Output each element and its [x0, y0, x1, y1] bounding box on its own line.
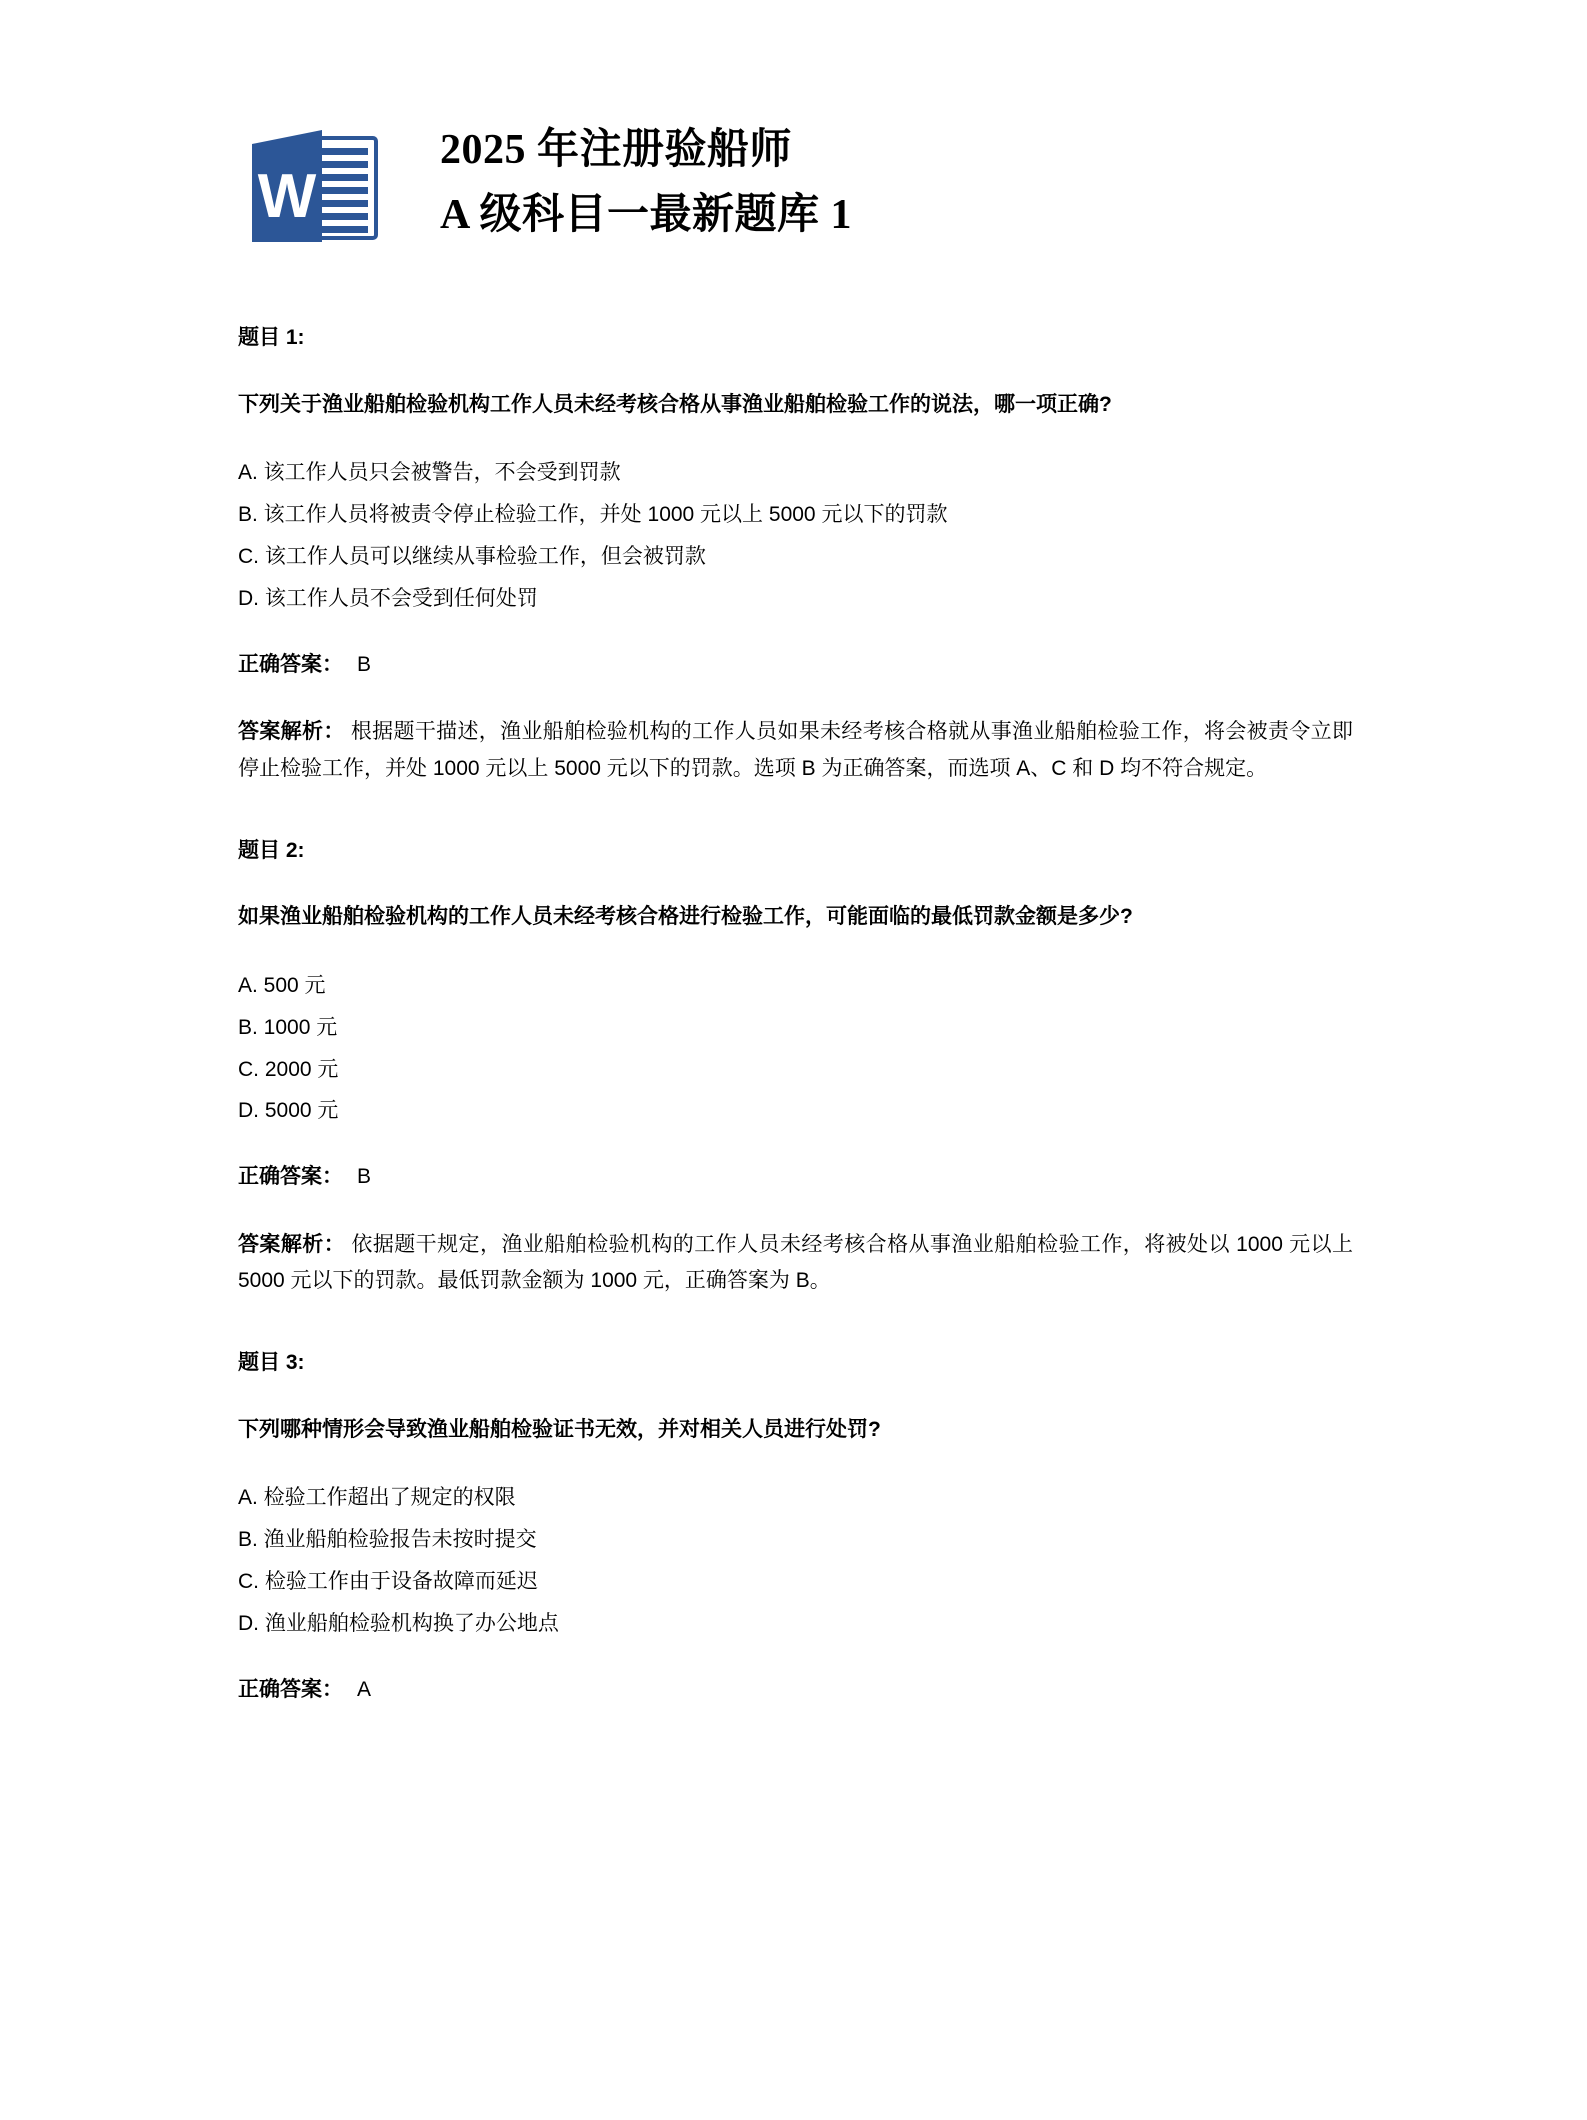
correct-answer-label: 正确答案：	[238, 652, 343, 676]
option-list	[238, 1482, 1353, 1640]
document-content	[238, 0, 1353, 1739]
question-label: 题目 3:	[238, 1351, 305, 1375]
word-document-icon	[248, 124, 380, 242]
question-stem: 下列哪种情形会导致渔业船舶检验证书无效，并对相关人员进行处罚?	[238, 1417, 881, 1441]
document-header	[238, 0, 1353, 248]
option-item[interactable]: C. 检验工作由于设备故障而延迟	[238, 1569, 538, 1593]
explanation-label: 答案解析：	[238, 1232, 346, 1256]
option-item[interactable]: D. 5000 元	[238, 1099, 339, 1123]
question-label: 题目 2:	[238, 838, 305, 862]
question-stem: 如果渔业船舶检验机构的工作人员未经考核合格进行检验工作，可能面临的最低罚款金额是多少?	[238, 905, 1133, 929]
option-item[interactable]: B. 该工作人员将被责令停止检验工作，并处 1000 元以上 5000 元以下的罚款	[238, 503, 948, 527]
option-item[interactable]: A. 检验工作超出了规定的权限	[238, 1486, 516, 1510]
svg-text:W: W	[257, 162, 317, 232]
question-block	[238, 1347, 1353, 1705]
correct-answer-label: 正确答案：	[238, 1677, 343, 1701]
option-item[interactable]: A. 该工作人员只会被警告，不会受到罚款	[238, 461, 621, 485]
explanation-row	[238, 714, 1353, 786]
title-line-1: 2025 年注册验船师	[440, 127, 793, 173]
question-block	[238, 322, 1353, 786]
option-item[interactable]: D. 渔业船舶检验机构换了办公地点	[238, 1611, 559, 1635]
option-item[interactable]: D. 该工作人员不会受到任何处罚	[238, 587, 538, 610]
option-item[interactable]: B. 1000 元	[238, 1015, 338, 1039]
explanation-row	[238, 1227, 1353, 1299]
correct-answer-row	[238, 1674, 1353, 1706]
title-line-2: A 级科目一最新题库 1	[440, 192, 853, 239]
question-label: 题目 1:	[238, 326, 305, 350]
correct-answer-value: A	[357, 1677, 372, 1701]
correct-answer-label: 正确答案：	[238, 1165, 343, 1189]
correct-answer-value: B	[357, 652, 372, 676]
explanation-text: 根据题干描述，渔业船舶检验机构的工作人员如果未经考核合格就从事渔业船舶检验工作，将会被责令立即停止检验工作，并处 1000 元以上 5000 元以下的罚款。选项 B 为正确答案，而选项 A、C 和 D 均不符合规定。	[238, 720, 1354, 780]
document-title	[440, 118, 1353, 248]
correct-answer-value: B	[357, 1165, 372, 1189]
option-item[interactable]: C. 2000 元	[238, 1057, 339, 1081]
option-list	[238, 457, 1353, 615]
explanation-label: 答案解析：	[238, 720, 345, 744]
questions-body	[238, 322, 1353, 1705]
option-list	[238, 970, 1353, 1128]
option-item[interactable]: B. 渔业船舶检验报告未按时提交	[238, 1528, 537, 1552]
question-block	[238, 835, 1353, 1299]
correct-answer-row	[238, 1161, 1353, 1193]
explanation-text: 依据题干规定，渔业船舶检验机构的工作人员未经考核合格从事渔业船舶检验工作，将被处以 1000 元以上 5000 元以下的罚款。最低罚款金额为 1000 元，正确答案为 B。	[238, 1232, 1353, 1292]
option-item[interactable]: A. 500 元	[238, 973, 326, 997]
correct-answer-row	[238, 649, 1353, 681]
option-item[interactable]: C. 该工作人员可以继续从事检验工作，但会被罚款	[238, 545, 706, 569]
question-stem: 下列关于渔业船舶检验机构工作人员未经考核合格从事渔业船舶检验工作的说法，哪一项正确?	[238, 392, 1112, 416]
